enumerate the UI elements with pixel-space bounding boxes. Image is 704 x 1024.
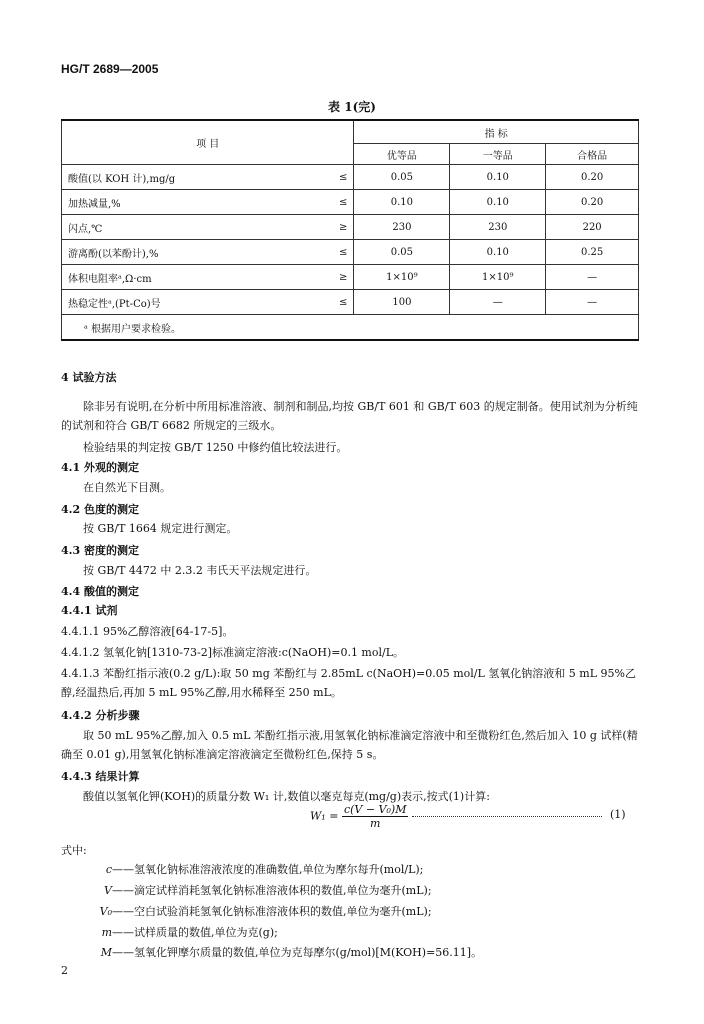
- formula-denominator: m: [369, 817, 381, 830]
- acid-value-formula: [310, 803, 408, 830]
- section-4-4-3-text: 酸值以氢氧化钾(KOH)的质量分数 W₁ 计,数值以毫克每克(mg/g)表示,按式(1)计算:: [83, 790, 490, 803]
- variable-symbol: V₀: [99, 905, 112, 918]
- reagent-4-4-1-3: 4.4.1.3 苯酚红指示液(0.2 g/L):取 50 mg 苯酚红与 2.85mL c(NaOH)=0.05 mol/L 氢氧化钠溶液和 5 mL 95%乙醇,经温热后,再加 5 mL 95%乙醇,用水稀释至 250 mL。: [61, 667, 636, 699]
- row-value: —: [546, 290, 639, 315]
- row-value: 0.10: [450, 190, 546, 215]
- row-value: 100: [354, 290, 450, 315]
- section-4-4-3-heading: 4.4.3 结果计算: [61, 770, 140, 783]
- variable-line: [80, 924, 278, 940]
- table-row: [62, 240, 639, 265]
- row-value: 0.05: [354, 240, 450, 265]
- row-item: 热稳定性ᵃ,(Pt-Co)号: [62, 290, 320, 315]
- variable-description: ——氢氧化钾摩尔质量的数值,单位为克每摩尔(g/mol)[M(KOH)=56.11]。: [112, 946, 483, 959]
- formula-leader-dots: [412, 815, 602, 817]
- row-item: 酸值(以 KOH 计),mg/g: [62, 165, 320, 190]
- table-row: [62, 190, 639, 215]
- row-operator: ≤: [319, 190, 354, 215]
- row-item: 闪点,℃: [62, 215, 320, 240]
- variable-symbol: V: [104, 884, 112, 897]
- col-group-header: 指 标: [354, 120, 639, 144]
- col-item-header: 项 目: [62, 120, 354, 165]
- table-header-row: [62, 120, 639, 144]
- row-operator: ≤: [319, 240, 354, 265]
- row-value: 0.20: [546, 190, 639, 215]
- table-row: [62, 215, 639, 240]
- section-4-1-text: 在自然光下目测。: [83, 481, 171, 494]
- grade-header: 优等品: [354, 144, 450, 165]
- row-item: 游离酚(以苯酚计),%: [62, 240, 320, 265]
- grade-header: 合格品: [546, 144, 639, 165]
- table-row: [62, 290, 639, 315]
- table-row: [62, 165, 639, 190]
- section-4-paragraph-1: 除非另有说明,在分析中所用标准溶液、制剂和制品,均按 GB/T 601 和 GB/T 603 的规定制备。使用试剂为分析纯的试剂和符合 GB/T 6682 所规定的三级水。: [61, 400, 638, 432]
- spec-table: [61, 119, 639, 341]
- section-4-4-2-heading: 4.4.2 分析步骤: [61, 709, 140, 722]
- section-4-heading: 4 试验方法: [61, 371, 117, 384]
- variable-symbol: M: [100, 946, 112, 959]
- row-value: 1×10⁹: [354, 265, 450, 290]
- row-value: 1×10⁹: [450, 265, 546, 290]
- formula-number: (1): [610, 808, 626, 821]
- section-4-3-heading: 4.3 密度的测定: [61, 544, 139, 557]
- variable-description: ——滴定试样消耗氢氧化钠标准溶液体积的数值,单位为毫升(mL);: [112, 884, 432, 897]
- table-caption: 表 1(完): [328, 100, 376, 114]
- row-value: 0.10: [354, 190, 450, 215]
- variable-line: [80, 861, 423, 877]
- row-value: —: [546, 265, 639, 290]
- row-item: 加热减量,%: [62, 190, 320, 215]
- row-value: 0.25: [546, 240, 639, 265]
- formula-fraction: [342, 803, 409, 830]
- row-operator: ≥: [319, 215, 354, 240]
- variable-description: ——试样质量的数值,单位为克(g);: [112, 926, 278, 939]
- page-number: 2: [61, 964, 68, 977]
- row-value: 230: [354, 215, 450, 240]
- row-value: 0.10: [450, 165, 546, 190]
- row-item: 体积电阻率ᵃ,Ω·cm: [62, 265, 320, 290]
- formula-lhs: W₁ =: [310, 809, 339, 823]
- standard-code: HG/T 2689—2005: [61, 62, 159, 76]
- table-footnote-row: [62, 315, 639, 341]
- variable-line: [80, 882, 432, 898]
- section-4-4-2-text: 取 50 mL 95%乙醇,加入 0.5 mL 苯酚红指示液,用氢氧化钠标准滴定溶液中和至微粉红色,然后加入 10 g 试样(精确至 0.01 g),用氢氧化钠标准滴定溶液滴定至微粉红色,保持 5 s。: [61, 729, 638, 761]
- reagent-4-4-1-1: 4.4.1.1 95%乙醇溶液[64-17-5]。: [61, 625, 234, 638]
- row-value: 230: [450, 215, 546, 240]
- row-operator: ≥: [319, 265, 354, 290]
- section-4-1-heading: 4.1 外观的测定: [61, 461, 139, 474]
- section-4-paragraph-2: 检验结果的判定按 GB/T 1250 中修约值比较法进行。: [83, 441, 348, 454]
- row-operator: ≤: [319, 165, 354, 190]
- table-footnote: ᵃ 根据用户要求检验。: [62, 315, 639, 341]
- row-value: —: [450, 290, 546, 315]
- variable-description: ——氢氧化钠标准溶液浓度的准确数值,单位为摩尔每升(mol/L);: [112, 863, 424, 876]
- table-row: [62, 265, 639, 290]
- section-4-2-heading: 4.2 色度的测定: [61, 503, 139, 516]
- variable-line: [80, 903, 432, 919]
- section-4-2-text: 按 GB/T 1664 规定进行测定。: [83, 522, 238, 535]
- row-value: 0.10: [450, 240, 546, 265]
- variable-line: [80, 944, 482, 960]
- row-operator: ≤: [319, 290, 354, 315]
- row-value: 0.05: [354, 165, 450, 190]
- variable-symbol: m: [101, 926, 112, 939]
- variable-symbol: c: [105, 863, 112, 876]
- section-4-4-heading: 4.4 酸值的测定: [61, 585, 139, 598]
- row-value: 220: [546, 215, 639, 240]
- section-4-4-1-heading: 4.4.1 试剂: [61, 604, 118, 617]
- reagent-4-4-1-2: 4.4.1.2 氢氧化钠[1310-73-2]标准滴定溶液:c(NaOH)=0.1 mol/L。: [61, 646, 405, 659]
- grade-header: 一等品: [450, 144, 546, 165]
- where-label: 式中:: [61, 844, 87, 857]
- section-4-3-text: 按 GB/T 4472 中 2.3.2 韦氏天平法规定进行。: [83, 564, 317, 577]
- variable-description: ——空白试验消耗氢氧化钠标准溶液体积的数值,单位为毫升(mL);: [112, 905, 432, 918]
- formula-numerator: c(V − V₀)M: [343, 803, 407, 816]
- row-value: 0.20: [546, 165, 639, 190]
